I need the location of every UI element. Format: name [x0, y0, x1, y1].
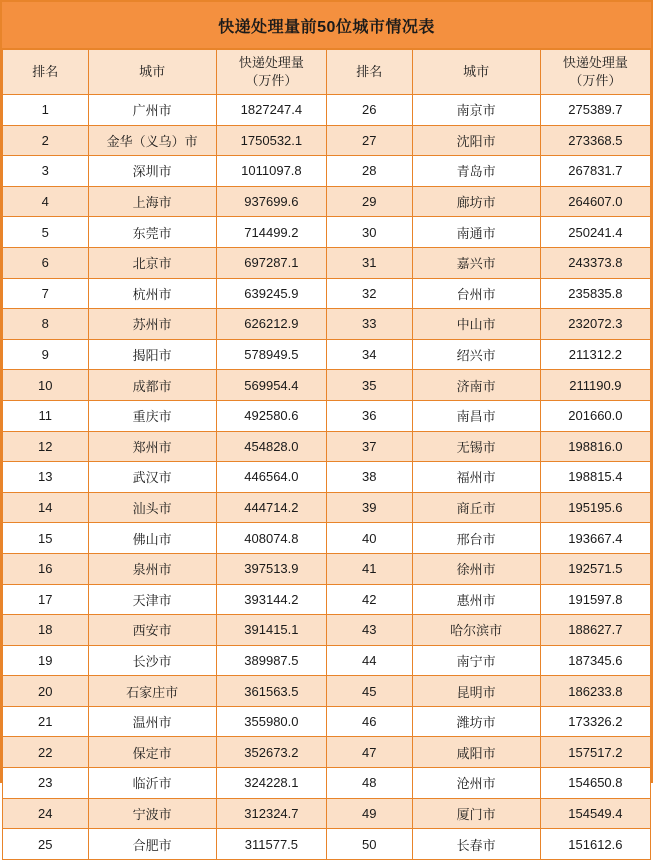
cell-value-left: 444714.2 [216, 492, 326, 523]
cell-rank-right: 45 [326, 676, 412, 707]
cell-city-right: 青岛市 [412, 156, 540, 187]
cell-rank-left: 21 [3, 706, 89, 737]
cell-rank-left: 25 [3, 829, 89, 860]
cell-city-right: 哈尔滨市 [412, 615, 540, 646]
cell-city-left: 保定市 [88, 737, 216, 768]
cell-rank-left: 6 [3, 247, 89, 278]
cell-rank-left: 16 [3, 553, 89, 584]
cell-rank-left: 24 [3, 798, 89, 829]
cell-value-left: 361563.5 [216, 676, 326, 707]
table-row [3, 186, 651, 217]
table-row [3, 737, 651, 768]
cell-value-right: 173326.2 [540, 706, 650, 737]
table-row [3, 370, 651, 401]
cell-city-left: 西安市 [88, 615, 216, 646]
cell-value-left: 626212.9 [216, 309, 326, 340]
cell-rank-right: 36 [326, 400, 412, 431]
cell-city-right: 商丘市 [412, 492, 540, 523]
table-row [3, 492, 651, 523]
table-row [3, 217, 651, 248]
cell-rank-right: 29 [326, 186, 412, 217]
cell-city-left: 宁波市 [88, 798, 216, 829]
cell-value-right: 154549.4 [540, 798, 650, 829]
cell-city-left: 金华（义乌）市 [88, 125, 216, 156]
table-row [3, 584, 651, 615]
cell-value-right: 275389.7 [540, 95, 650, 126]
table-row [3, 309, 651, 340]
column-header-value-right-line1: 快递处理量 [562, 55, 628, 71]
table-row [3, 706, 651, 737]
cell-city-right: 沈阳市 [412, 125, 540, 156]
cell-city-left: 重庆市 [88, 400, 216, 431]
cell-value-left: 492580.6 [216, 400, 326, 431]
cell-city-right: 南宁市 [412, 645, 540, 676]
cell-city-right: 廊坊市 [412, 186, 540, 217]
table-row [3, 553, 651, 584]
cell-city-left: 揭阳市 [88, 339, 216, 370]
cell-city-right: 咸阳市 [412, 737, 540, 768]
cell-rank-left: 19 [3, 645, 89, 676]
cell-value-left: 312324.7 [216, 798, 326, 829]
table-row [3, 645, 651, 676]
column-header-rank-left-line1: 排名 [32, 64, 59, 80]
cell-value-right: 250241.4 [540, 217, 650, 248]
column-header-city-left-line1: 城市 [139, 64, 166, 80]
cell-value-right: 187345.6 [540, 645, 650, 676]
cell-city-right: 南通市 [412, 217, 540, 248]
cell-rank-right: 49 [326, 798, 412, 829]
page-title: 快递处理量前50位城市情况表 [218, 18, 435, 36]
cell-city-right: 绍兴市 [412, 339, 540, 370]
cell-rank-right: 28 [326, 156, 412, 187]
cell-city-right: 潍坊市 [412, 706, 540, 737]
cell-value-right: 232072.3 [540, 309, 650, 340]
cell-rank-left: 5 [3, 217, 89, 248]
cell-city-left: 石家庄市 [88, 676, 216, 707]
cell-city-right: 中山市 [412, 309, 540, 340]
cell-city-right: 无锡市 [412, 431, 540, 462]
cell-city-left: 深圳市 [88, 156, 216, 187]
cell-city-left: 东莞市 [88, 217, 216, 248]
table-row [3, 156, 651, 187]
cell-value-left: 389987.5 [216, 645, 326, 676]
cell-city-left: 郑州市 [88, 431, 216, 462]
column-header-city-left [88, 50, 216, 95]
cell-value-left: 569954.4 [216, 370, 326, 401]
cell-rank-right: 30 [326, 217, 412, 248]
cell-city-left: 杭州市 [88, 278, 216, 309]
cell-city-left: 苏州市 [88, 309, 216, 340]
cell-city-right: 济南市 [412, 370, 540, 401]
cell-city-right: 台州市 [412, 278, 540, 309]
table-row [3, 125, 651, 156]
cell-city-left: 长沙市 [88, 645, 216, 676]
cell-rank-right: 35 [326, 370, 412, 401]
cell-value-right: 151612.6 [540, 829, 650, 860]
cell-rank-left: 7 [3, 278, 89, 309]
cell-value-right: 201660.0 [540, 400, 650, 431]
table-row [3, 829, 651, 860]
table-row [3, 615, 651, 646]
cell-rank-left: 12 [3, 431, 89, 462]
column-header-value-left-line1: 快递处理量 [238, 55, 304, 71]
cell-value-right: 195195.6 [540, 492, 650, 523]
cell-value-right: 198816.0 [540, 431, 650, 462]
table-row [3, 523, 651, 554]
cell-value-right: 188627.7 [540, 615, 650, 646]
cell-rank-left: 20 [3, 676, 89, 707]
cell-value-right: 154650.8 [540, 768, 650, 799]
cell-value-left: 446564.0 [216, 462, 326, 493]
column-header-value-left [216, 50, 326, 95]
cell-city-right: 昆明市 [412, 676, 540, 707]
cell-city-left: 佛山市 [88, 523, 216, 554]
cell-value-right: 157517.2 [540, 737, 650, 768]
table-row [3, 798, 651, 829]
cell-rank-right: 47 [326, 737, 412, 768]
table-row [3, 247, 651, 278]
cell-value-left: 397513.9 [216, 553, 326, 584]
cell-rank-right: 43 [326, 615, 412, 646]
cell-value-right: 198815.4 [540, 462, 650, 493]
cell-value-right: 186233.8 [540, 676, 650, 707]
cell-value-right: 211190.9 [540, 370, 650, 401]
cell-value-left: 697287.1 [216, 247, 326, 278]
table-row [3, 676, 651, 707]
cell-value-right: 211312.2 [540, 339, 650, 370]
table-row [3, 431, 651, 462]
column-header-city-right [412, 50, 540, 95]
cell-city-right: 长春市 [412, 829, 540, 860]
column-header-value-left-line2: （万件） [245, 73, 298, 88]
cell-rank-left: 22 [3, 737, 89, 768]
cell-rank-left: 1 [3, 95, 89, 126]
cell-city-right: 惠州市 [412, 584, 540, 615]
table-row [3, 339, 651, 370]
cell-rank-right: 26 [326, 95, 412, 126]
cell-value-left: 937699.6 [216, 186, 326, 217]
table-body [3, 95, 651, 860]
cell-city-right: 沧州市 [412, 768, 540, 799]
cell-rank-left: 2 [3, 125, 89, 156]
cell-rank-left: 14 [3, 492, 89, 523]
cell-rank-left: 10 [3, 370, 89, 401]
cell-value-right: 264607.0 [540, 186, 650, 217]
cell-rank-right: 38 [326, 462, 412, 493]
column-header-value-right-line2: （万件） [569, 73, 622, 88]
table-row [3, 462, 651, 493]
cell-city-right: 福州市 [412, 462, 540, 493]
cell-value-left: 355980.0 [216, 706, 326, 737]
cell-rank-right: 50 [326, 829, 412, 860]
cell-value-left: 311577.5 [216, 829, 326, 860]
cell-value-left: 454828.0 [216, 431, 326, 462]
cell-value-left: 324228.1 [216, 768, 326, 799]
cell-value-left: 578949.5 [216, 339, 326, 370]
column-header-rank-right [326, 50, 412, 95]
cell-rank-left: 18 [3, 615, 89, 646]
cell-city-left: 天津市 [88, 584, 216, 615]
table-row [3, 400, 651, 431]
cell-rank-left: 17 [3, 584, 89, 615]
table-row [3, 278, 651, 309]
cell-value-right: 243373.8 [540, 247, 650, 278]
cell-city-left: 上海市 [88, 186, 216, 217]
cell-rank-left: 3 [3, 156, 89, 187]
table-header [3, 50, 651, 95]
cell-rank-left: 4 [3, 186, 89, 217]
cell-city-left: 成都市 [88, 370, 216, 401]
cell-value-left: 391415.1 [216, 615, 326, 646]
cell-city-right: 嘉兴市 [412, 247, 540, 278]
cell-rank-right: 46 [326, 706, 412, 737]
cell-city-right: 厦门市 [412, 798, 540, 829]
cell-city-left: 汕头市 [88, 492, 216, 523]
cell-city-right: 南昌市 [412, 400, 540, 431]
cell-value-right: 191597.8 [540, 584, 650, 615]
cell-rank-left: 15 [3, 523, 89, 554]
column-header-rank-right-line1: 排名 [356, 64, 383, 80]
cell-value-left: 393144.2 [216, 584, 326, 615]
cell-rank-right: 48 [326, 768, 412, 799]
cell-value-right: 193667.4 [540, 523, 650, 554]
cell-rank-left: 11 [3, 400, 89, 431]
cell-city-left: 广州市 [88, 95, 216, 126]
cell-rank-right: 32 [326, 278, 412, 309]
cell-city-left: 北京市 [88, 247, 216, 278]
cell-city-left: 合肥市 [88, 829, 216, 860]
cell-city-right: 南京市 [412, 95, 540, 126]
table-title-bar [2, 2, 651, 49]
cell-value-right: 267831.7 [540, 156, 650, 187]
cell-city-right: 邢台市 [412, 523, 540, 554]
cell-rank-right: 41 [326, 553, 412, 584]
cell-value-left: 639245.9 [216, 278, 326, 309]
cell-value-left: 1011097.8 [216, 156, 326, 187]
table-header-row [3, 50, 651, 95]
column-header-value-right [540, 50, 650, 95]
cell-rank-left: 13 [3, 462, 89, 493]
cell-rank-left: 23 [3, 768, 89, 799]
cell-city-left: 武汉市 [88, 462, 216, 493]
cell-rank-right: 27 [326, 125, 412, 156]
cell-value-right: 273368.5 [540, 125, 650, 156]
cell-rank-right: 42 [326, 584, 412, 615]
express-volume-table [2, 49, 651, 860]
cell-rank-right: 44 [326, 645, 412, 676]
column-header-city-right-line1: 城市 [463, 64, 490, 80]
column-header-rank-left [3, 50, 89, 95]
cell-rank-right: 37 [326, 431, 412, 462]
cell-value-right: 235835.8 [540, 278, 650, 309]
cell-city-right: 徐州市 [412, 553, 540, 584]
cell-rank-right: 40 [326, 523, 412, 554]
cell-rank-left: 9 [3, 339, 89, 370]
cell-value-left: 1827247.4 [216, 95, 326, 126]
cell-rank-right: 33 [326, 309, 412, 340]
cell-value-left: 352673.2 [216, 737, 326, 768]
cell-value-left: 408074.8 [216, 523, 326, 554]
cell-rank-right: 34 [326, 339, 412, 370]
cell-value-right: 192571.5 [540, 553, 650, 584]
cell-city-left: 泉州市 [88, 553, 216, 584]
cell-rank-left: 8 [3, 309, 89, 340]
cell-rank-right: 39 [326, 492, 412, 523]
cell-city-left: 临沂市 [88, 768, 216, 799]
cell-rank-right: 31 [326, 247, 412, 278]
cell-value-left: 714499.2 [216, 217, 326, 248]
cell-city-left: 温州市 [88, 706, 216, 737]
table-row [3, 95, 651, 126]
cell-value-left: 1750532.1 [216, 125, 326, 156]
